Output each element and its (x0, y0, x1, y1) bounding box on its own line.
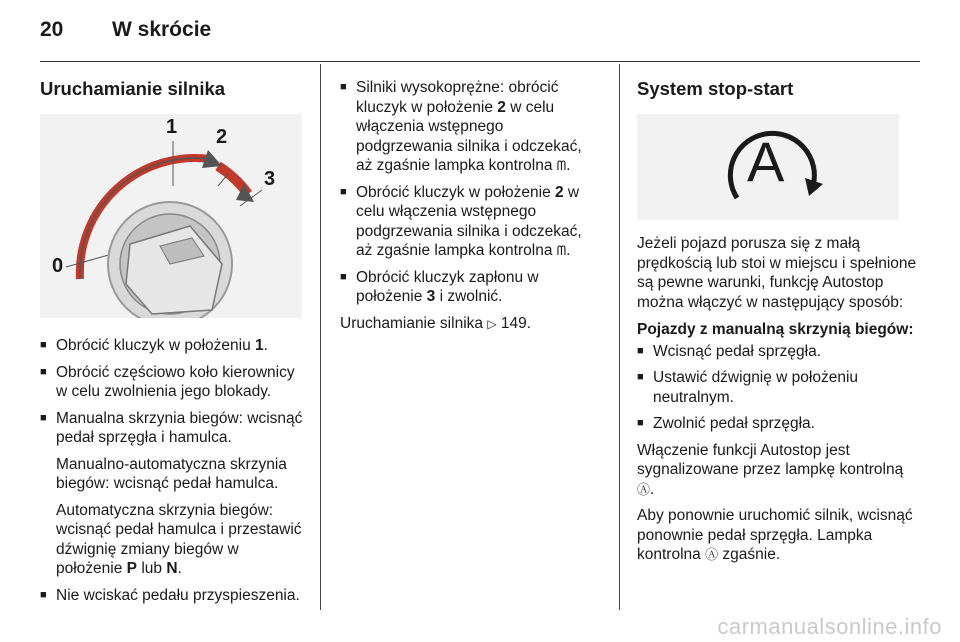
autostop-indicator-icon: Ⓐ (637, 481, 651, 497)
key-position-label-0: 0 (52, 255, 64, 277)
list-item: ■ Zwolnić pedał sprzęgła. (637, 414, 917, 434)
list-item: ■ Obrócić kluczyk zapłonu w położenie 3 i zwolnić. (340, 268, 602, 307)
paragraph: Jeżeli pojazd porusza się z małą prędkością lub stoi w miejscu i spełnione są pewne warunki, funkcję Autostop można włączyć w następujący sposób: (637, 235, 917, 311)
key-position-label-3: 3 (264, 168, 276, 190)
engine-start-steps (40, 336, 305, 448)
section-heading-stop-start: System stop-start (637, 78, 794, 99)
key-position-label-2: 2 (216, 126, 228, 148)
list-item: ■ Manualna skrzynia biegów: wcisnąć pedał sprzęgła i hamulca. (40, 409, 305, 448)
column-divider-1 (320, 64, 321, 610)
list-item: ■ Obrócić częściowo koło kierownicy w celu zwolnienia jego blokady. (40, 363, 305, 402)
glow-plug-icon: ᗰ (556, 158, 567, 173)
column-2 (340, 78, 602, 341)
sub-paragraph: Manualno-automatyczna skrzynia biegów: wcisnąć pedał hamulca. (56, 455, 287, 492)
list-item: ■ Wcisnąć pedał sprzęgła. (637, 342, 917, 362)
key-position-label-1: 1 (166, 116, 178, 138)
cross-reference[interactable]: Uruchamianie silnika ▷ 149. (340, 314, 532, 332)
autostop-indicator-icon: Ⓐ (705, 547, 719, 562)
autostop-steps (637, 342, 917, 434)
ignition-key-figure (40, 114, 302, 318)
page-header (40, 18, 211, 48)
list-item: ■ Ustawić dźwignię w położeniu neutralnym. (637, 368, 917, 407)
subheading-manual-gearbox: Pojazdy z manualną skrzynią biegów: (637, 321, 914, 338)
header-rule (40, 61, 920, 62)
list-item: ■ Silniki wysokoprężne: obrócić kluczyk w położenie 2 w celu włączenia wstępnego podgrzewania silnika i odczekać, aż zgaśnie lampka kontrolna ᗰ. (340, 78, 602, 176)
section-heading-engine-start: Uruchamianie silnika (40, 78, 226, 99)
ignition-key-illustration (40, 114, 302, 318)
paragraph: Aby ponownie uruchomić silnik, wcisnąć ponownie pedał sprzęgła. Lampka kontrolna Ⓐ zgaśnie. (637, 507, 913, 563)
column-divider-2 (619, 64, 620, 610)
page-number: 20 (40, 18, 64, 41)
column-1 (40, 78, 305, 612)
glow-plug-icon: ᗰ (556, 243, 567, 258)
sub-paragraph: Automatyczna skrzynia biegów: wcisnąć pedał hamulca i przestawić dźwignię zmiany biegów w położenie P lub N. (56, 501, 302, 577)
list-item: ■ Obrócić kluczyk w położeniu 1. (40, 336, 305, 356)
engine-start-steps-continued (340, 78, 602, 307)
arrow-right-icon: ▷ (487, 316, 497, 331)
chapter-title: W skrócie (112, 18, 212, 41)
list-item: ■ Nie wciskać pedału przyspieszenia. (40, 586, 305, 606)
watermark: carmanualsonline.info (717, 614, 942, 639)
autostop-letter: A (747, 130, 785, 193)
column-3 (637, 78, 917, 572)
autostop-figure (637, 114, 899, 220)
paragraph: Włączenie funkcji Autostop jest sygnalizowane przez lampkę kontrolną Ⓐ. (637, 441, 904, 498)
list-item: ■ Obrócić kluczyk w położenie 2 w celu włączenia wstępnego podgrzewania silnika i odczekać, aż zgaśnie lampka kontrolna ᗰ. (340, 183, 602, 261)
